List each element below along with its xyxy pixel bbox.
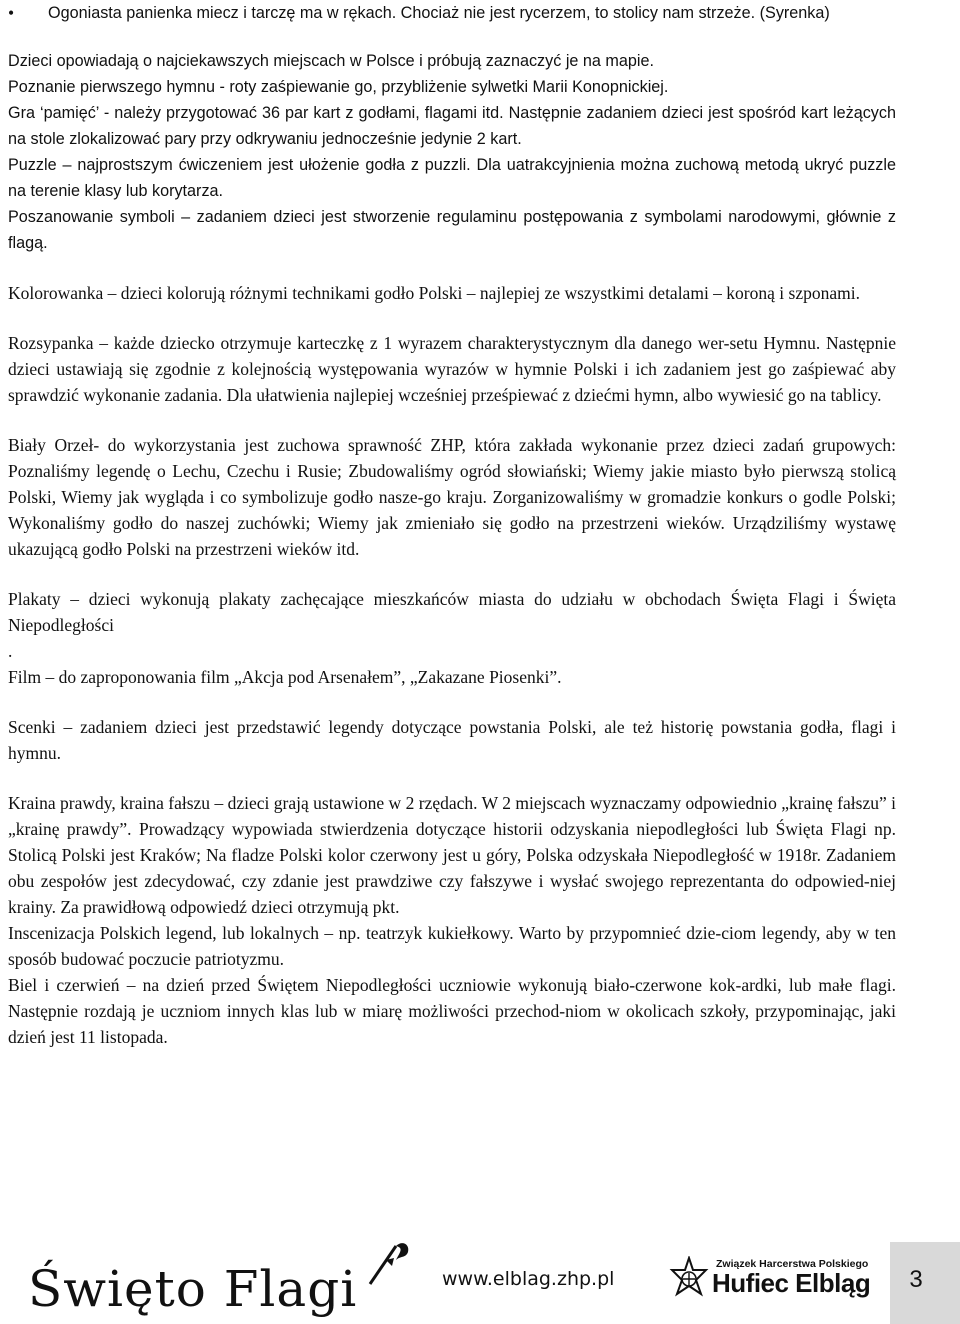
paragraph-rozsypanka: Rozsypanka – każde dziecko otrzymuje karteczkę z 1 wyrazem charakterystycznym dla danego wer-setu Hymnu. Następnie dzieci ustawiają się zgodnie z kolejnością występowania wyrazów w hymnie Polski i ich zadaniem jest go zaśpiewać aby sprawdzić wykonanie zadania. Dla ułatwienia najlepiej wcześniej prześpiewać z dziećmi hymn, albo wywiesić go na tablicy. — [8, 333, 896, 405]
bullet-item — [8, 0, 896, 26]
zhp-hufiec-logo — [668, 1252, 871, 1312]
paragraph-miejsca: Dzieci opowiadają o najciekawszych miejscach w Polsce i próbują zaznaczyć je na mapie. — [8, 52, 655, 70]
document-body — [8, 0, 896, 1050]
org-name-small: Związek Harcerstwa Polskiego — [716, 1258, 869, 1270]
paragraph-symbole: Poszanowanie symboli – zadaniem dzieci jest stworzenie regulaminu postępowania z symbolami narodowymi, głównie z flagą. — [8, 208, 896, 252]
flag-logo-icon — [366, 1238, 412, 1286]
page-number-box — [890, 1242, 960, 1324]
paragraph-kolorowanka: Kolorowanka – dzieci kolorują różnymi technikami godło Polski – najlepiej ze wszystkimi detalami – koroną i szponami. — [8, 283, 860, 303]
zhp-cross-icon — [668, 1256, 710, 1308]
paragraph-pamiec: Gra ‘pamięć’ - należy przygotować 36 par kart z godłami, flagami itd. Następnie zadaniem dzieci jest spośród kart leżących na stole zlokalizować pary przy odkrywaniu jednocześnie jedynie 2 kart. — [8, 104, 896, 148]
paragraph-hymn: Poznanie pierwszego hymnu - roty zaśpiewanie go, przybliżenie sylwetki Marii Konopnickiej. — [8, 78, 669, 96]
paragraph-biel-i-czerwien: Biel i czerwień – na dzień przed Świętem Niepodległości uczniowie wykonują biało-czerwone kok-ardki, lub małe flagi. Następnie rozdają je uczniom innych klas lub w miarę możliwości przechod-niom w okolicach szkoły, przypominając, jaki dzień jest 11 listopada. — [8, 975, 896, 1047]
paragraph-scenki: Scenki – zadaniem dzieci jest przedstawić legendy dotyczące powstania Polski, ale też historię powstania godła, flagi i hymnu. — [8, 717, 896, 763]
page-number: 3 — [909, 1266, 923, 1293]
riddle-syrenka: Ogoniasta panienka miecz i tarczę ma w rękach. Chociaż nie jest rycerzem, to stolicy nam strzeże. (Syrenka) — [48, 4, 830, 22]
bullet-marker: • — [8, 3, 15, 23]
paragraph-inscenizacja: Inscenizacja Polskich legend, lub lokalnych – np. teatrzyk kukiełkowy. Warto by przypomnieć dzie-ciom legendy, aby w ten sposób budować poczucie patriotyzmu. — [8, 923, 896, 969]
stray-dot: . — [8, 641, 13, 661]
swieto-flagi-logo: Święto Flagi — [28, 1260, 358, 1318]
paragraph-bialy-orzel: Biały Orzeł- do wykorzystania jest zuchowa sprawność ZHP, która zakłada wykonanie przez dzieci zadań grupowych: Poznaliśmy legendę o Lechu, Czechu i Rusie; Zbudowaliśmy ogród słowiański; Wiemy jakie miasto było pierwszą stolicą Polski, Wiemy jak wygląda i co symbolizuje godło nasze-go kraju. Zorganizowaliśmy w gromadzie konkurs o godle Polski; Wykonaliśmy godło do naszej zuchówki; Wiemy jak zmieniało się godło na przestrzeni wieków. Urządziliśmy wystawę ukazującą godło Polski na przestrzeni wieków itd. — [8, 435, 896, 559]
paragraph-film: Film – do zaproponowania film „Akcja pod Arsenałem”, „Zakazane Piosenki”. — [8, 667, 562, 687]
page-footer — [0, 1232, 960, 1324]
paragraph-kraina: Kraina prawdy, kraina fałszu – dzieci grają ustawione w 2 rzędach. W 2 miejscach wyznaczamy odpowiednio „krainę fałszu” i „krainę prawdy”. Prowadzący wypowiada stwierdzenia dotyczące historii odzyskania niepodległości lub Święta Flagi np. Stolicą Polski jest Kraków; Na fladze Polski kolor czerwony jest u góry, Polska odzyskała Niepodległość w 1918r. Zadaniem obu zespołów jest zdecydować, czy zdanie jest prawdziwe czy fałszywe i wysłać swojego reprezentanta do odpowied-niej krainy. Za prawidłową odpowiedź dzieci otrzymują pkt. — [8, 793, 896, 917]
paragraph-puzzle: Puzzle – najprostszym ćwiczeniem jest ułożenie godła z puzzli. Dla uatrakcyjnienia można zuchową metodą ukryć puzzle na terenie klasy lub korytarza. — [8, 156, 896, 200]
website-url: www.elblag.zhp.pl — [442, 1268, 615, 1290]
org-name-big: Hufiec Elbląg — [712, 1268, 871, 1298]
paragraph-plakaty: Plakaty – dzieci wykonują plakaty zachęcające mieszkańców miasta do udziału w obchodach Święta Flagi i Święta Niepodległości — [8, 589, 896, 635]
